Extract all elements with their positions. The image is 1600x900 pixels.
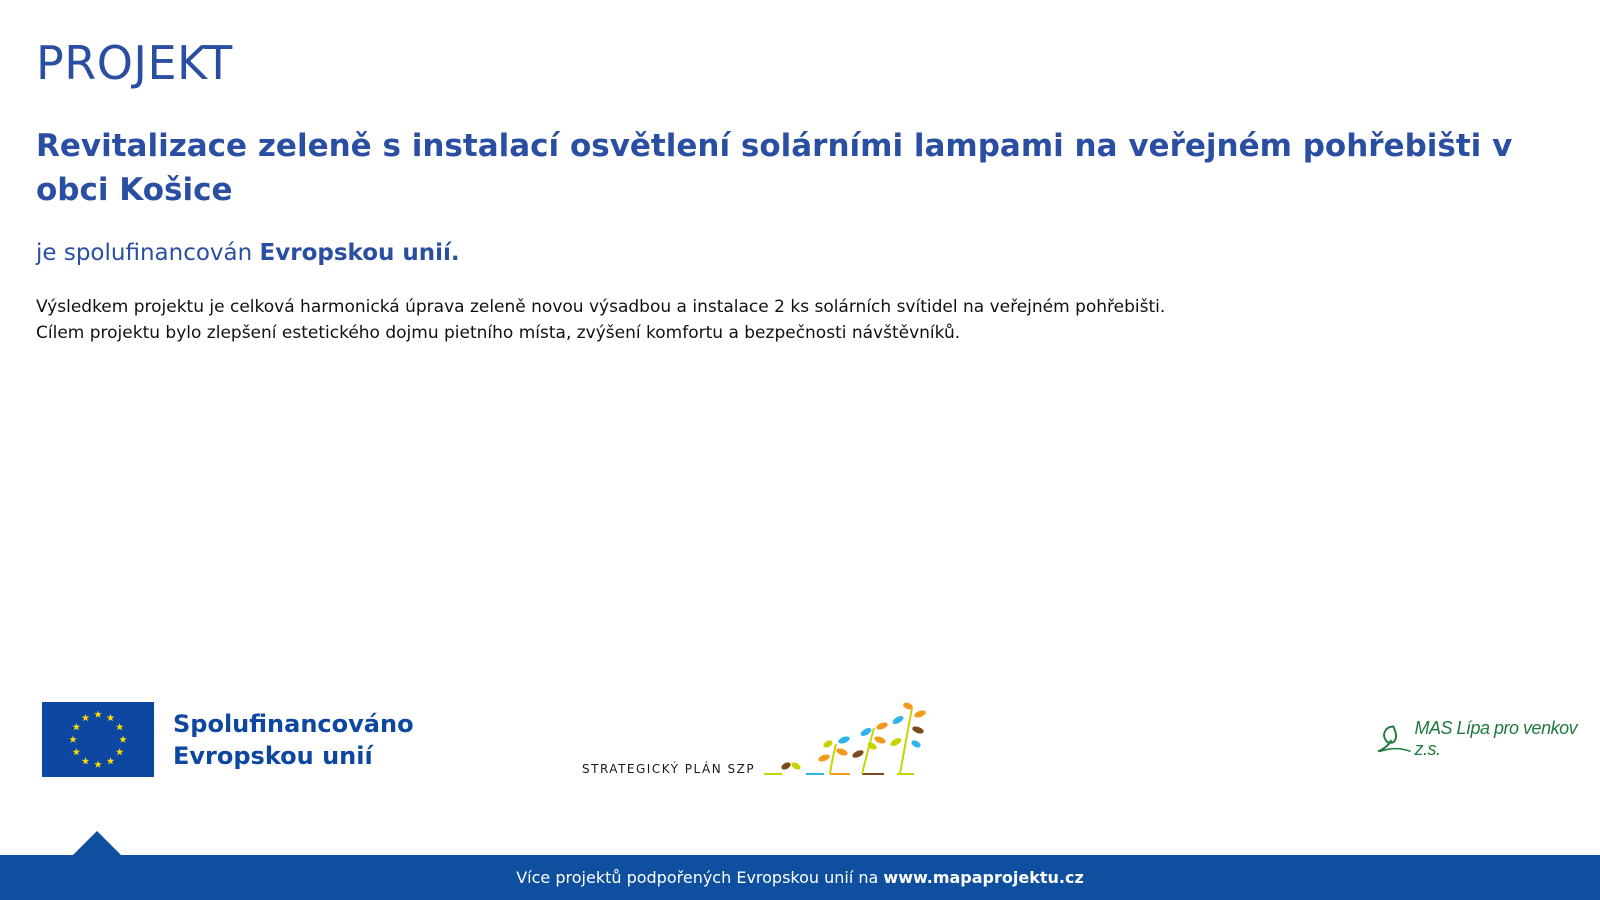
footer-link[interactable]: www.mapaprojektu.cz	[883, 868, 1084, 887]
description-goal: Cílem projektu bylo zlepšení estetického dojmu pietního místa, zvýšení komfortu a bezpečnosti návštěvníků.	[36, 323, 961, 343]
eu-cofinanced-logo	[42, 702, 414, 777]
footer-notch	[72, 831, 122, 856]
eu-star-icon	[73, 748, 81, 755]
cofinanced-eu: Evropskou unií.	[259, 240, 460, 266]
eu-star-icon	[82, 757, 90, 764]
cofinanced-prefix: je spolufinancován	[36, 240, 260, 266]
eu-logo-text	[173, 708, 414, 772]
eu-star-icon	[119, 736, 127, 743]
project-title: Revitalizace zeleně s instalací osvětlení solárními lampami na veřejném pohřebišti v obci Košice	[36, 128, 1513, 208]
eu-flag-icon	[42, 702, 154, 777]
footer-bar	[0, 855, 1600, 900]
eu-star-icon	[116, 723, 124, 730]
footer-text: Více projektů podpořených Evropskou unií na	[516, 868, 884, 887]
eu-logo-line2: Evropskou unií	[173, 741, 373, 770]
linden-leaf-icon	[1376, 722, 1413, 756]
project-description	[36, 294, 1165, 346]
szp-logo	[582, 700, 952, 780]
eu-star-icon	[94, 711, 102, 718]
eu-star-icon	[107, 714, 115, 721]
szp-plants-icon	[762, 700, 942, 780]
page-heading: PROJEKT	[36, 36, 233, 90]
eu-star-icon	[94, 761, 102, 768]
eu-star-icon	[82, 714, 90, 721]
eu-logo-line1: Spolufinancováno	[173, 709, 414, 738]
eu-star-icon	[69, 736, 77, 743]
szp-logo-label: STRATEGICKÝ PLÁN SZP	[582, 762, 756, 776]
eu-star-icon	[107, 757, 115, 764]
eu-star-icon	[73, 723, 81, 730]
mas-logo-text: MAS Lípa pro venkov z.s.	[1414, 718, 1578, 759]
mas-logo	[1376, 718, 1600, 760]
description-result: Výsledkem projektu je celková harmonická úprava zeleně novou výsadbou a instalace 2 ks solárních svítidel na veřejném pohřebišti.	[36, 297, 1166, 317]
cofinanced-statement	[36, 240, 460, 266]
eu-star-icon	[116, 748, 124, 755]
